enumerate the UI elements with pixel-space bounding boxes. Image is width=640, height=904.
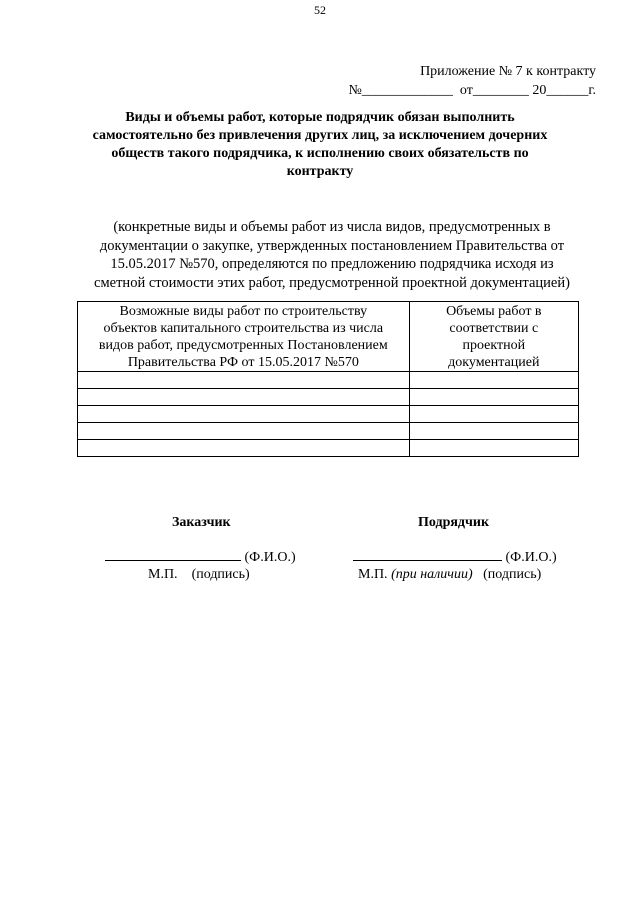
- page-number: 52: [314, 3, 326, 17]
- header-line: проектной: [462, 338, 526, 353]
- table-cell[interactable]: [78, 406, 410, 423]
- table-cell[interactable]: [78, 423, 410, 440]
- contractor-signature-label: (подпись): [483, 567, 542, 582]
- header-work-volumes: [409, 302, 578, 372]
- table-cell[interactable]: [78, 389, 410, 406]
- header-line: Правительства РФ от 15.05.2017 №570: [127, 355, 359, 370]
- contractor-mp: М.П.: [358, 567, 388, 582]
- note-line: (конкретные виды и объемы работ из числа видов, предусмотренных в: [113, 219, 551, 235]
- table-row: [78, 406, 579, 423]
- explanatory-note: [78, 218, 586, 292]
- customer-title: Заказчик: [172, 515, 231, 530]
- header-line: соответствии с: [449, 321, 539, 336]
- appendix-contract-number: №_____________ от________ 20______г.: [348, 83, 596, 98]
- header-work-types: [78, 302, 410, 372]
- appendix-header: [349, 62, 596, 100]
- title-line: Виды и объемы работ, которые подрядчик обязан выполнить: [125, 110, 515, 125]
- table-row: [78, 423, 579, 440]
- note-line: документации о закупке, утвержденных постановлением Правительства от: [99, 237, 565, 254]
- customer-fio-label: (Ф.И.О.): [244, 550, 296, 565]
- table-row: [78, 440, 579, 457]
- table-cell[interactable]: [78, 372, 410, 389]
- header-line: Объемы работ в: [446, 304, 542, 319]
- contractor-title: Подрядчик: [418, 515, 490, 530]
- customer-stamp-signature: [148, 567, 250, 583]
- header-line: видов работ, предусмотренных Постановлением: [98, 338, 388, 353]
- note-line: сметной стоимости этих работ, предусмотренной проектной документацией): [94, 274, 570, 291]
- contractor-fio-blank[interactable]: [353, 548, 502, 561]
- header-line: документацией: [448, 355, 540, 370]
- customer-signature-line: [105, 548, 296, 566]
- customer-mp: М.П.: [148, 567, 178, 582]
- table-cell[interactable]: [409, 440, 578, 457]
- table-cell[interactable]: [409, 389, 578, 406]
- contractor-if-available: (при наличии): [391, 567, 473, 582]
- header-line: Возможные виды работ по строительству: [119, 304, 368, 319]
- title-line: самостоятельно без привлечения других лиц, за исключением дочерних: [92, 128, 548, 143]
- document-title: [80, 109, 560, 181]
- header-line: объектов капитального строительства из числа: [103, 321, 384, 336]
- appendix-title: Приложение № 7 к контракту: [420, 64, 596, 79]
- customer-fio-blank[interactable]: [105, 548, 241, 561]
- works-table: [77, 301, 579, 457]
- customer-signature-label: (подпись): [191, 567, 250, 582]
- table-cell[interactable]: [409, 372, 578, 389]
- table-row: [78, 389, 579, 406]
- table-header-row: [78, 302, 579, 372]
- table-cell[interactable]: [409, 423, 578, 440]
- contractor-signature-line: [353, 548, 557, 566]
- contractor-fio-label: (Ф.И.О.): [505, 550, 557, 565]
- title-line: обществ такого подрядчика, к исполнению своих обязательств по: [111, 146, 529, 161]
- table-row: [78, 372, 579, 389]
- table-cell[interactable]: [78, 440, 410, 457]
- note-line: 15.05.2017 №570, определяются по предложению подрядчика исходя из: [110, 256, 554, 272]
- title-line: контракту: [286, 164, 354, 179]
- contractor-stamp-signature: [358, 567, 541, 583]
- table-cell[interactable]: [409, 406, 578, 423]
